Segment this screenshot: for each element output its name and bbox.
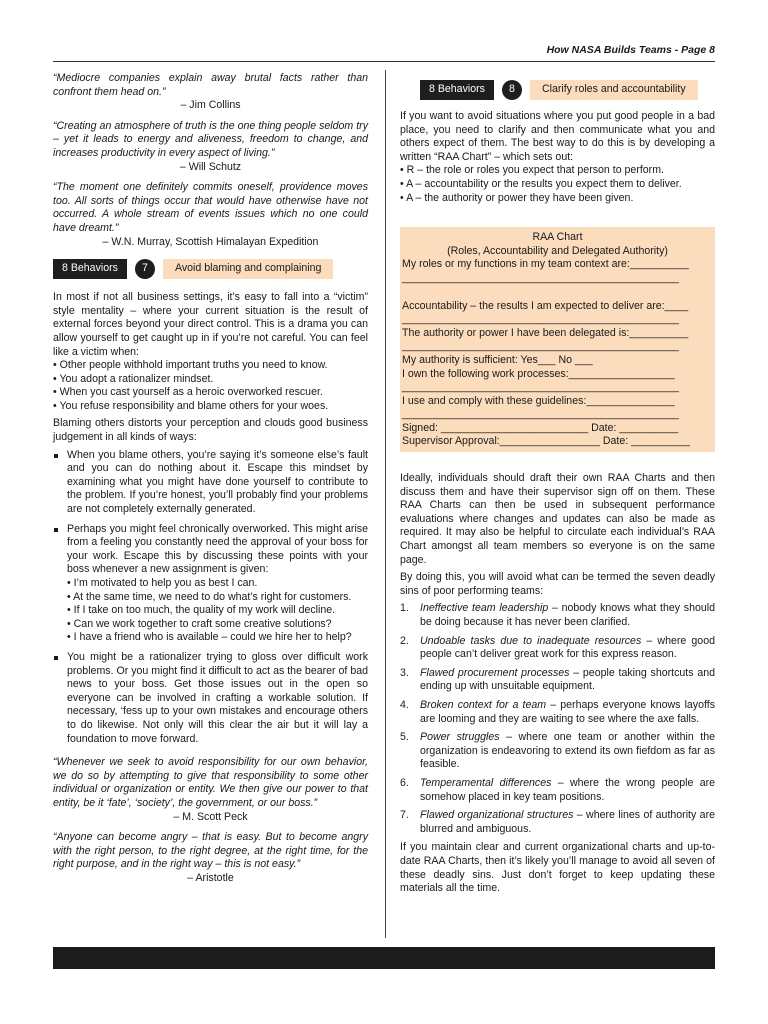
sub-bullet: • Can we work together to craft some creative solutions? [67, 617, 332, 630]
signed-field[interactable]: Signed: _________________________ Date: __________ [402, 421, 679, 434]
list-item-text: Perhaps you might feel chronically overworked. This might arise from a feeling you constantly need the approval of your boss for your work. Escape this by discussing these points with your boss whenever a new assignment is given: [67, 522, 368, 576]
list-number: 3. [400, 666, 409, 679]
behavior-title: Avoid blaming and complaining [163, 259, 333, 279]
list-item [400, 667, 715, 694]
sins-list [400, 602, 715, 836]
after-chart-paragraph: Ideally, individuals should draft their own RAA Charts and then discuss them and have their supervisor sign off on them. These RAA Charts can then be used in subsequent performance evaluations where changes and updates can also be made as required. It may also be helpful to circulate each individual’s RAA Chart amongst all team members so everyone is on the same page. [400, 472, 715, 566]
right-column [400, 72, 715, 900]
sins-intro: By doing this, you will avoid what can be termed the seven deadly sins of poor performing teams: [400, 571, 715, 597]
authority-field-blank[interactable]: _______________________________________________ [402, 340, 679, 353]
sub-bullet: • I have a friend who is available – could we hire her to help? [67, 631, 352, 644]
quote-aristotle: “Anyone can become angry – that is easy. But to become angry with the right person, to the right degree, at the right time, for the right purpose, and in the right way – this is not easy.” [53, 831, 368, 871]
list-item-text: When you blame others, you’re saying it’s someone else’s fault and you can do nothing about it. Escape this mindset by examining what you might have done yourself to contribute to the problem. If you’re honest, you’ll probably find your problems are not completely externally generated. [67, 448, 368, 516]
accountability-field-blank[interactable]: _______________________________________________ [402, 313, 679, 326]
list-item [400, 777, 715, 804]
processes-field[interactable]: I own the following work processes:__________________ [402, 367, 675, 380]
quote-author: – Will Schutz [179, 160, 242, 173]
list-number: 6. [400, 776, 409, 789]
authority-field[interactable]: The authority or power I have been delegated is:__________ [402, 326, 689, 339]
list-item [400, 699, 715, 726]
column-divider [385, 70, 386, 938]
list-item [53, 523, 368, 645]
raa-chart-form [400, 227, 715, 452]
sub-bullet: • At the same time, we need to do what’s right for customers. [67, 590, 352, 603]
quote-author: – M. Scott Peck [173, 810, 248, 823]
list-item-text: You might be a rationalizer trying to gloss over difficult work problems. Or you might find it difficult to act as the bearer of bad news to your boss. Get those issues out in the open so everyone can be involved in crafting a workable solution. If necessary, ‘fess up to your own mistakes and encourage others to do likewise. Not only will this clear the air but it will lay a foundation to move forward. [67, 650, 368, 745]
list-number: 7. [400, 809, 409, 822]
list-item [53, 449, 368, 517]
processes-field-blank[interactable]: _______________________________________________ [402, 381, 679, 394]
behavior-number-badge: 8 [502, 80, 522, 100]
behaviors-badge: 8 Behaviors [420, 80, 494, 100]
left-column [53, 72, 368, 892]
behavior-8-heading [420, 80, 715, 100]
supervisor-approval-field[interactable]: Supervisor Approval:_________________ Date: __________ [402, 435, 691, 448]
list-item [400, 809, 715, 836]
sin-term: Flawed organizational structures [420, 809, 574, 822]
raa-bullet: • A – accountability or the results you expect them to deliver. [400, 177, 682, 190]
sin-desc: – nobody knows what they should be doing because it has never been clarified. [420, 602, 715, 628]
raa-chart-title: RAA Chart [532, 231, 583, 244]
closing-paragraph: If you maintain clear and current organizational charts and up-to-date RAA Charts, then it’s likely you’ll manage to avoid all seven of these deadly sins. Just don’t forget to keep updating these materials all the time. [400, 841, 715, 895]
quote-author: – W.N. Murray, Scottish Himalayan Expedition [102, 235, 319, 248]
raa-bullet: • A – the authority or power they have been given. [400, 191, 634, 204]
sin-term: Undoable tasks due to inadequate resources [420, 634, 642, 647]
sin-desc: – people taking shortcuts and ending up with unsuitable equipment. [420, 666, 715, 693]
guidelines-field-blank[interactable]: _______________________________________________ [402, 408, 679, 421]
sin-desc: – where one team or another within the organization is endeavoring to extend its own fiefdom as far as feasible. [420, 731, 715, 771]
victim-bullet: • You adopt a rationalizer mindset. [53, 372, 214, 385]
behavior-title: Clarify roles and accountability [530, 80, 698, 100]
list-number: 2. [400, 634, 409, 647]
behavior-7-heading [53, 259, 368, 279]
sin-desc: – perhaps everyone knows layoffs are looming and they are waiting to see where the axe falls. [420, 698, 715, 725]
page-header [53, 44, 715, 62]
list-number: 5. [400, 731, 409, 744]
raa-chart-subtitle: (Roles, Accountability and Delegated Authority) [447, 244, 668, 257]
list-item [53, 651, 368, 746]
blame-intro: Blaming others distorts your perception and clouds good business judgement in all kinds of ways: [53, 417, 368, 444]
victim-bullet: • You refuse responsibility and blame others for your woes. [53, 399, 329, 412]
list-item [400, 731, 715, 772]
footer-bar [53, 947, 715, 969]
list-item [400, 635, 715, 662]
quote-collins: “Mediocre companies explain away brutal facts rather than confront them head on.” [53, 72, 368, 98]
list-item [400, 602, 715, 629]
quote-schutz: “Creating an atmosphere of truth is the one thing people seldom try – yet it leads to energy and aliveness, freedom to change, and increases productivity in every aspect of living.” [53, 119, 368, 159]
blame-list [53, 449, 368, 746]
sub-bullet: • If I take on too much, the quality of my work will decline. [67, 604, 336, 617]
roles-field-blank[interactable]: _______________________________________________ [402, 271, 679, 284]
sin-desc: – where lines of authority are blurred and ambiguous. [420, 809, 715, 835]
sub-bullet: • I’m motivated to help you as best I can. [67, 577, 258, 589]
accountability-field[interactable]: Accountability – the results I am expected to deliver are:____ [402, 299, 689, 312]
header-title: How NASA Builds Teams - Page 8 [546, 44, 715, 56]
victim-intro: In most if not all business settings, it’s easy to fall into a “victim” style mentality – where your current situation is the result of external forces beyond your direct control. This is a drama you can allow yourself to get caught up in if you’re not careful. You can feel like a victim when: [53, 291, 368, 358]
raa-bullet: • R – the role or roles you expect that person to perform. [400, 164, 664, 177]
raa-intro: If you want to avoid situations where you put good people in a bad place, you need to clarify and then communicate what you and others expect of them. The best way to do this is by developing a written “RAA Chart” – which sets out: [400, 110, 715, 163]
sin-term: Broken context for a team [420, 698, 547, 711]
behavior-number-badge: 7 [135, 259, 155, 279]
quote-murray: “The moment one definitely commits oneself, providence moves too. All sorts of things occur that would have otherwise have not occurred. A whole stream of events issues which no one could have dreamt.” [53, 181, 368, 234]
roles-field[interactable]: My roles or my functions in my team context are:__________ [402, 258, 689, 271]
sin-term: Ineffective team leadership [420, 602, 549, 615]
guidelines-field[interactable]: I use and comply with these guidelines:_______________ [402, 394, 675, 407]
quote-author: – Jim Collins [180, 99, 241, 112]
sin-term: Flawed procurement processes [420, 666, 570, 679]
victim-bullet: • When you cast yourself as a heroic overworked rescuer. [53, 386, 323, 399]
list-number: 4. [400, 698, 409, 711]
victim-bullet: • Other people withhold important truths you need to know. [53, 359, 328, 372]
sin-term: Power struggles [420, 731, 500, 744]
authority-sufficient-field[interactable]: My authority is sufficient: Yes___ No ___ [402, 353, 593, 366]
sin-desc: – where good people can’t deliver great work for this express reason. [420, 634, 715, 661]
sin-term: Temperamental differences [420, 776, 552, 789]
list-number: 1. [400, 602, 409, 615]
sin-desc: – where the wrong people are somehow placed in key team positions. [420, 776, 716, 803]
behaviors-badge: 8 Behaviors [53, 259, 127, 279]
quote-peck: “Whenever we seek to avoid responsibility for our own behavior, we do so by attempting to give that responsibility to some other individual or organization or entity. We then give our power to that entity, be it ‘fate’, ‘society’, the government, or our boss.” [53, 756, 368, 809]
quote-author: – Aristotle [187, 871, 234, 884]
